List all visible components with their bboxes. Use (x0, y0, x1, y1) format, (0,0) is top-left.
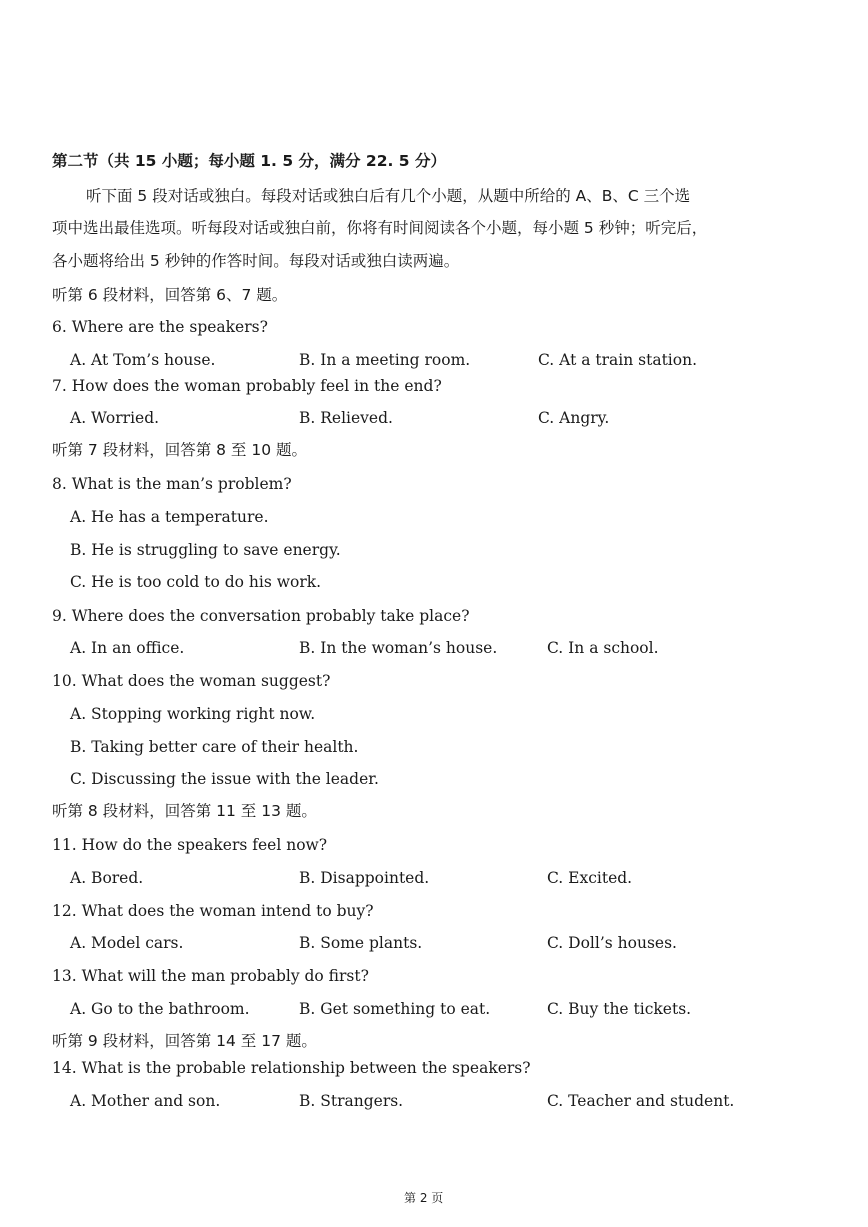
option-b: B. Some plants. (299, 934, 423, 952)
option-a: A. He has a temperature. (70, 508, 269, 526)
option-b: B. Get something to eat. (299, 1000, 491, 1018)
option-b: B. Relieved. (299, 409, 393, 427)
option-c: C. Buy the tickets. (547, 1000, 692, 1018)
group-intro: 听第 6 段材料，回答第 6、7 题。 (52, 286, 288, 304)
group-intro: 听第 9 段材料，回答第 14 至 17 题。 (52, 1032, 317, 1050)
option-b: B. Strangers. (299, 1092, 404, 1110)
option-a: A. At Tom’s house. (70, 351, 216, 369)
option-b: B. He is struggling to save energy. (70, 541, 341, 559)
question-stem: 14. What is the probable relationship between the speakers? (52, 1059, 531, 1077)
question-stem: 10. What does the woman suggest? (52, 672, 331, 690)
option-b: B. Taking better care of their health. (70, 738, 359, 756)
question-stem: 6. Where are the speakers? (52, 318, 268, 336)
option-c: C. Angry. (538, 409, 610, 427)
option-a: A. Model cars. (70, 934, 184, 952)
option-c: C. At a train station. (538, 351, 698, 369)
group-intro: 听第 8 段材料，回答第 11 至 13 题。 (52, 802, 317, 820)
question-stem: 12. What does the woman intend to buy? (52, 902, 374, 920)
question-stem: 13. What will the man probably do first? (52, 967, 369, 985)
option-b: B. In the woman’s house. (299, 639, 498, 657)
option-a: A. Go to the bathroom. (70, 1000, 250, 1018)
option-b: B. Disappointed. (299, 869, 430, 887)
group-intro: 听第 7 段材料，回答第 8 至 10 题。 (52, 441, 308, 459)
option-a: A. In an office. (70, 639, 185, 657)
option-a: A. Worried. (70, 409, 160, 427)
question-stem: 11. How do the speakers feel now? (52, 836, 328, 854)
instruction-line: 项中选出最佳选项。听每段对话或独白前，你将有时间阅读各个小题，每小题 5 秒钟；听完后， (52, 219, 708, 237)
option-c: C. Excited. (547, 869, 633, 887)
instruction-line: 各小题将给出 5 秒钟的作答时间。每段对话或独白读两遍。 (52, 252, 460, 270)
section-heading: 第二节（共 15 小题；每小题 1. 5 分，满分 22. 5 分） (52, 152, 446, 170)
instruction-line: 听下面 5 段对话或独白。每段对话或独白后有几个小题，从题中所给的 A、B、C 三个选 (86, 187, 691, 205)
option-a: A. Mother and son. (70, 1092, 221, 1110)
option-a: A. Stopping working right now. (70, 705, 316, 723)
option-c: C. Doll’s houses. (547, 934, 677, 952)
option-c: C. In a school. (547, 639, 659, 657)
option-c: C. Teacher and student. (547, 1092, 735, 1110)
question-stem: 9. Where does the conversation probably take place? (52, 607, 470, 625)
option-a: A. Bored. (70, 869, 144, 887)
question-stem: 8. What is the man’s problem? (52, 475, 292, 493)
option-c: C. He is too cold to do his work. (70, 573, 322, 591)
page-number: 第 2 页 (404, 1191, 444, 1205)
option-c: C. Discussing the issue with the leader. (70, 770, 379, 788)
option-b: B. In a meeting room. (299, 351, 471, 369)
question-stem: 7. How does the woman probably feel in the end? (52, 377, 442, 395)
